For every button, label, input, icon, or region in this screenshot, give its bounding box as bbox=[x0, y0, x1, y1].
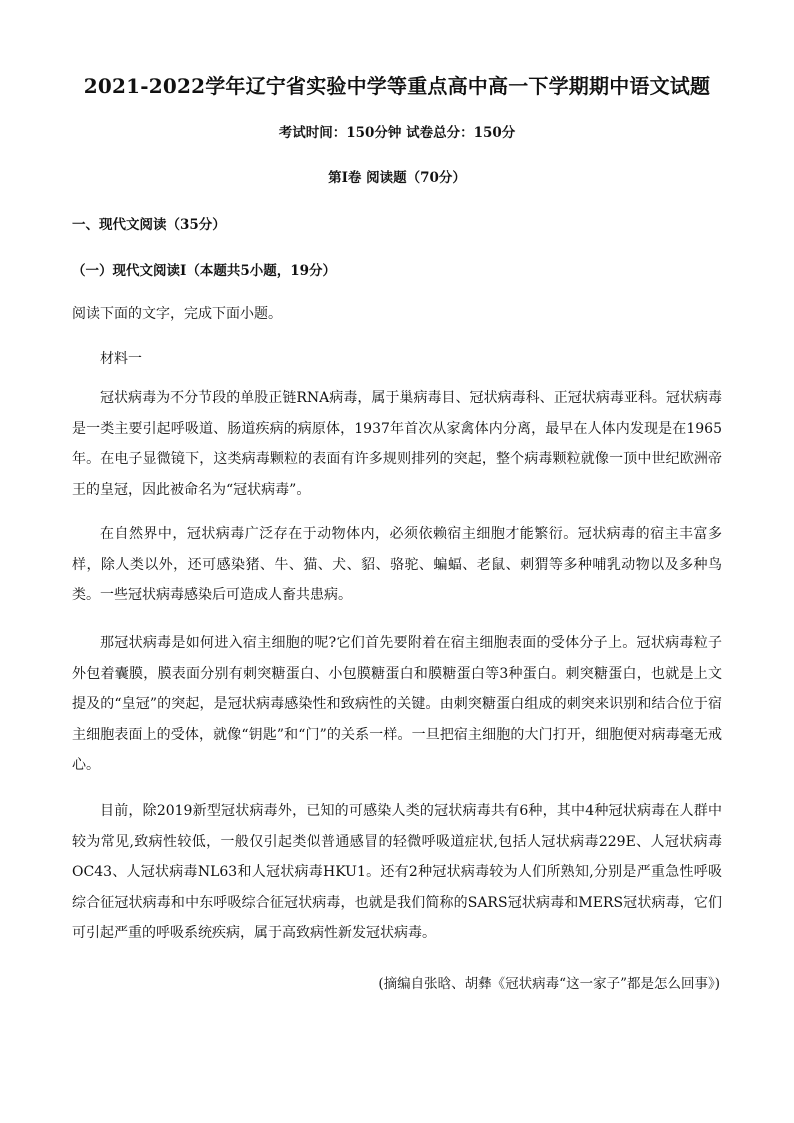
exam-time-and-score: 考试时间：150分钟 试卷总分：150分 bbox=[278, 125, 516, 141]
section-heading: 一、现代文阅读（35分） bbox=[72, 217, 226, 233]
reading-instruction: 阅读下面的文字，完成下面小题。 bbox=[72, 306, 282, 322]
source-citation: (摘编自张晗、胡彝《冠状病毒“这一家子”都是怎么回事》) bbox=[378, 976, 720, 992]
paragraph: 在自然界中，冠状病毒广泛存在于动物体内，必须依赖宿主细胞才能繁衍。冠状病毒的宿主丰富多样，除人类以外，还可感染猪、牛、猫、犬、貂、骆驼、蝙蝠、老鼠、刺猬等多种哺乳动物以及多种鸟类。一些冠状病毒感染后可造成人畜共患病。 bbox=[72, 526, 722, 603]
paragraph: 冠状病毒为不分节段的单股正链RNA病毒，属于巢病毒目、冠状病毒科、正冠状病毒亚科。冠状病毒是一类主要引起呼吸道、肠道疾病的病原体，1937年首次从家禽体内分离，最早在人体内发现是在1965年。在电子显微镜下，这类病毒颗粒的表面有许多规则排列的突起，整个病毒颗粒就像一顶中世纪欧洲帝王的皇冠，因此被命名为“冠状病毒”。 bbox=[72, 390, 722, 498]
subsection-heading: （一）现代文阅读Ⅰ（本题共5小题，19分） bbox=[72, 263, 336, 279]
material-label: 材料一 bbox=[100, 351, 142, 367]
paragraph: 目前，除2019新型冠状病毒外，已知的可感染人类的冠状病毒共有6种，其中4种冠状病毒在人群中较为常见,致病性较低，一般仅引起类似普通感冒的轻微呼吸道症状,包括人冠状病毒229E、人冠状病毒OC43、人冠状病毒NL63和人冠状病毒HKU1。还有2种冠状病毒较为人们所熟知,分别是严重急性呼吸综合征冠状病毒和中东呼吸综合征冠状病毒，也就是我们简称的SARS冠状病毒和MERS冠状病毒，它们可引起严重的呼吸系统疾病，属于高致病性新发冠状病毒。 bbox=[72, 803, 722, 941]
part-heading: 第Ⅰ卷 阅读题（70分） bbox=[328, 170, 466, 186]
exam-title: 2021-2022学年辽宁省实验中学等重点高中高一下学期期中语文试题 bbox=[83, 74, 711, 98]
paragraph: 那冠状病毒是如何进入宿主细胞的呢?它们首先要附着在宿主细胞表面的受体分子上。冠状病毒粒子外包着囊膜，膜表面分别有刺突糖蛋白、小包膜糖蛋白和膜糖蛋白等3种蛋白。刺突糖蛋白，也就是上文提及的“皇冠”的突起，是冠状病毒感染性和致病性的关键。由刺突糖蛋白组成的刺突来识别和结合位于宿主细胞表面上的受体，就像“钥匙”和“门”的关系一样。一旦把宿主细胞的大门打开，细胞便对病毒毫无戒心。 bbox=[72, 635, 722, 773]
